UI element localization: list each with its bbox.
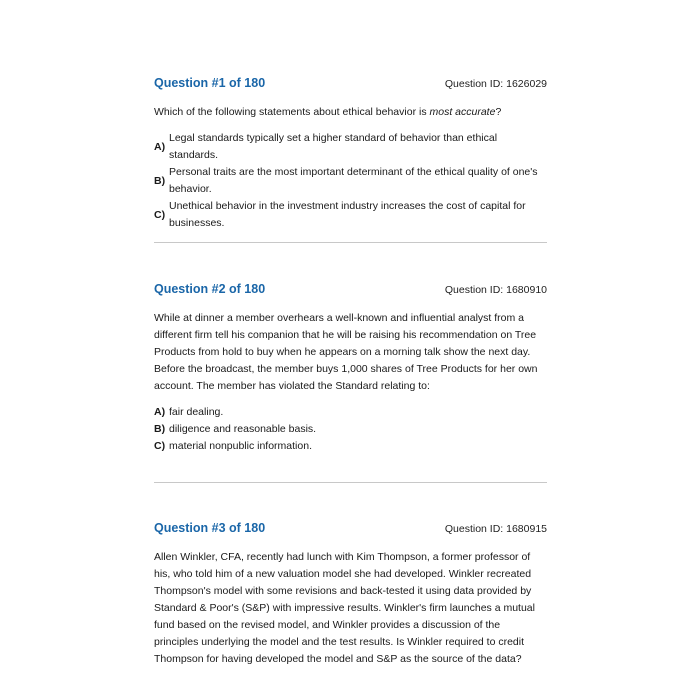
- answer-list: [154, 404, 547, 455]
- question-stem-text: Which of the following statements about ethical behavior is: [154, 106, 430, 118]
- question-1: [154, 76, 547, 232]
- question-title: Question #1 of 180: [154, 76, 266, 90]
- question-title: Question #2 of 180: [154, 282, 266, 296]
- question-3: [154, 521, 547, 668]
- answer-option-b[interactable]: [154, 421, 547, 438]
- question-id: Question ID: 1680915: [444, 523, 547, 535]
- answer-text: material nonpublic information.: [169, 440, 312, 452]
- question-header: [154, 76, 547, 94]
- question-title: Question #3 of 180: [154, 521, 266, 535]
- answer-letter: A): [154, 140, 166, 153]
- answer-letter: B): [154, 423, 166, 435]
- question-stem-end: ?: [495, 106, 502, 118]
- answer-option-c[interactable]: [154, 438, 547, 455]
- question-id: Question ID: 1626029: [444, 78, 547, 90]
- question-header: [154, 521, 547, 539]
- answer-letter: B): [154, 174, 166, 187]
- question-stem-emphasis: most accurate: [429, 106, 496, 118]
- question-stem: While at dinner a member overhears a well-known and influential analyst from a different firm tell his companion that he will be raising his recommendation on Tree Products from hold to buy when he appears on a morning talk show the next day. Before the broadcast, the member buys 1,000 shares of Tree Products for her own account. The member has violated the Standard relating to:: [154, 312, 538, 392]
- answer-text: fair dealing.: [169, 406, 224, 418]
- answer-letter: C): [154, 440, 166, 452]
- question-divider: [154, 482, 547, 483]
- question-stem: Allen Winkler, CFA, recently had lunch with Kim Thompson, a former professor of his, who told him of a new valuation model she had developed. Winkler recreated Thompson's model with some revisions and back-tested it using data provided by Standard & Poor's (S&P) with impressive results. Winkler's firm launches a mutual fund based on the revised model, and Winkler provides a discussion of the principles underlying the model and the test results. Is Winkler required to credit Thompson for having developed the model and S&P as the source of the data?: [154, 551, 535, 665]
- question-id: Question ID: 1680910: [444, 284, 547, 296]
- answer-list: [154, 130, 547, 232]
- answer-text: Legal standards typically set a higher standard of behavior than ethical standards.: [169, 132, 498, 161]
- answer-text: diligence and reasonable basis.: [169, 423, 317, 435]
- answer-letter: A): [154, 406, 166, 418]
- question-2: [154, 282, 547, 455]
- answer-text: Unethical behavior in the investment industry increases the cost of capital for businesses.: [169, 200, 526, 229]
- answer-letter: C): [154, 208, 166, 221]
- answer-option-a[interactable]: [154, 130, 547, 164]
- answer-option-b[interactable]: [154, 164, 547, 198]
- answer-option-c[interactable]: [154, 198, 547, 232]
- answer-text: Personal traits are the most important determinant of the ethical quality of one's behavior.: [169, 166, 538, 195]
- question-stem: [154, 104, 547, 121]
- question-header: [154, 282, 547, 300]
- answer-option-a[interactable]: [154, 404, 547, 421]
- question-divider: [154, 242, 547, 243]
